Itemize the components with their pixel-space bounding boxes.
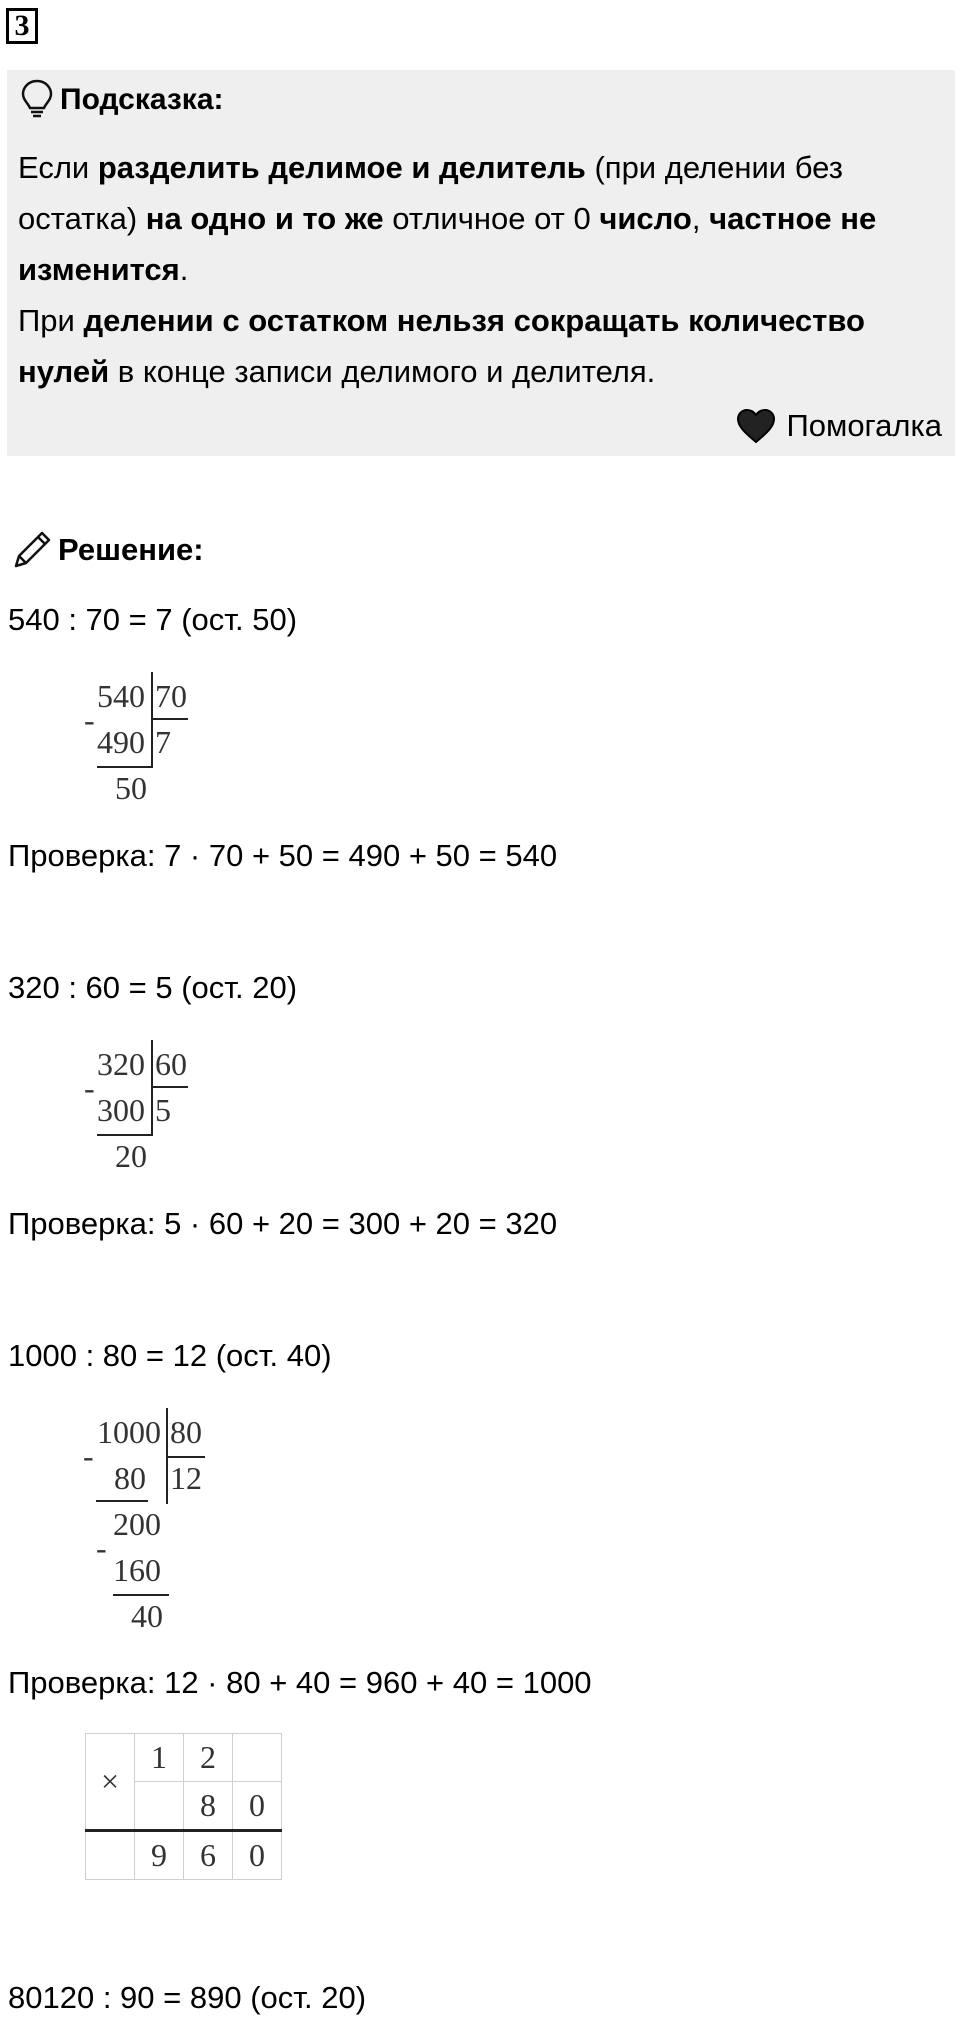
subtrahend-3a: 80: [114, 1460, 146, 1496]
equation-2: 320 : 60 = 5 (ост. 20): [8, 970, 298, 1005]
check-1: Проверка: 7 · 70 + 50 = 490 + 50 = 540: [8, 838, 558, 873]
mult-cell: 2: [184, 1734, 233, 1782]
minus-2: -: [84, 1070, 95, 1106]
minus-3a: -: [83, 1438, 94, 1474]
equation-1: 540 : 70 = 7 (ост. 50): [8, 602, 298, 637]
pencil-icon: [10, 528, 54, 577]
hint-text-run: .: [179, 252, 189, 287]
mult-cell: [233, 1734, 282, 1782]
solution-title: Решение:: [58, 532, 204, 567]
hint-title: Подсказка:: [60, 83, 224, 116]
quotient-1: 7: [155, 724, 171, 760]
dividend-2: 320: [97, 1046, 145, 1082]
dividend-3: 1000: [97, 1414, 161, 1450]
hint-text-run: ,: [691, 201, 710, 236]
divisor-2: 60: [155, 1046, 187, 1082]
hint-text: [18, 142, 938, 397]
dividend-1: 540: [97, 678, 145, 714]
equation-3: 1000 : 80 = 12 (ост. 40): [8, 1338, 332, 1373]
divisor-underline-2: [152, 1086, 188, 1088]
mult-cell: 8: [184, 1782, 233, 1831]
division-bar-2: [151, 1040, 153, 1136]
mult-cell: 6: [184, 1831, 233, 1880]
check-2: Проверка: 5 · 60 + 20 = 300 + 20 = 320: [8, 1206, 558, 1241]
subtrahend-2: 300: [97, 1092, 145, 1128]
division-bar-1: [151, 672, 153, 768]
subtraction-line-3a: [96, 1500, 148, 1502]
hint-text-run: При: [18, 303, 84, 338]
mult-sign: ×: [86, 1734, 135, 1831]
hint-bold-run: разделить делимое и делитель: [97, 150, 586, 185]
remainder-1: 50: [115, 770, 147, 806]
hint-text-run: в конце записи делимого и делителя.: [109, 354, 656, 389]
subtraction-line-2: [97, 1134, 151, 1136]
hint-bold-run: число: [599, 201, 692, 236]
intermediate-3: 200: [113, 1506, 161, 1542]
hint-bold-run: на одно и то же: [145, 201, 384, 236]
task-number: 3: [6, 8, 38, 44]
hint-paragraph-1: [18, 142, 938, 295]
hint-bold-run: частное не изменится: [18, 201, 877, 287]
check-3: Проверка: 12 · 80 + 40 = 960 + 40 = 1000: [8, 1665, 592, 1700]
quotient-3: 12: [170, 1460, 202, 1496]
mult-cell: 0: [233, 1831, 282, 1880]
hint-paragraph-2: [18, 295, 938, 397]
mult-cell: 0: [233, 1782, 282, 1831]
quotient-2: 5: [155, 1092, 171, 1128]
divisor-underline-1: [152, 718, 188, 720]
divisor-underline-3: [167, 1456, 205, 1458]
brand-label: [736, 406, 942, 446]
brand-name: Помогалка: [786, 408, 942, 443]
mult-cell: [86, 1831, 135, 1880]
mult-cell: 9: [135, 1831, 184, 1880]
divisor-1: 70: [155, 678, 187, 714]
multiplication-table: [85, 1733, 282, 1880]
divisor-3: 80: [170, 1414, 202, 1450]
equation-4: 80120 : 90 = 890 (ост. 20): [8, 1980, 367, 2015]
mult-cell: 1: [135, 1734, 184, 1782]
minus-1: -: [84, 702, 95, 738]
heart-icon: [736, 408, 776, 444]
hint-text-run: отличное от 0: [383, 201, 600, 236]
lightbulb-icon: [20, 78, 54, 125]
mult-cell: [135, 1782, 184, 1831]
subtrahend-3b: 160: [113, 1552, 161, 1588]
hint-bold-run: делении с остатком нельзя сокращать количество нулей: [18, 303, 865, 389]
hint-text-run: Если: [18, 150, 98, 185]
remainder-2: 20: [115, 1138, 147, 1174]
subtrahend-1: 490: [97, 724, 145, 760]
subtraction-line-1: [97, 766, 151, 768]
minus-3b: -: [96, 1530, 107, 1566]
hint-text-run: (при делении без остатка): [18, 150, 843, 236]
subtraction-line-3b: [113, 1594, 169, 1596]
remainder-3: 40: [131, 1598, 163, 1634]
